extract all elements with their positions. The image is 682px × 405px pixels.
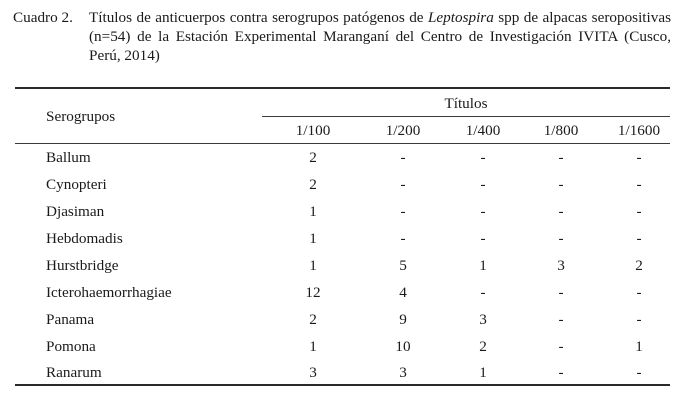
titer-count: 1 bbox=[309, 230, 317, 247]
titer-count: - bbox=[480, 230, 486, 247]
titer-count: 3 bbox=[557, 257, 565, 274]
titer-count: - bbox=[480, 284, 486, 301]
titer-count: 4 bbox=[399, 284, 407, 301]
titer-count: - bbox=[636, 311, 642, 328]
column-header: 1/1600 bbox=[617, 122, 661, 139]
titer-count: - bbox=[400, 230, 406, 247]
titer-count: - bbox=[400, 203, 406, 220]
titer-count: 2 bbox=[635, 257, 643, 274]
caption-text bbox=[89, 8, 671, 65]
titer-count: - bbox=[558, 338, 564, 355]
titer-count: - bbox=[558, 176, 564, 193]
titer-count: 3 bbox=[309, 364, 317, 381]
column-header: 1/100 bbox=[295, 122, 331, 139]
titer-count: 5 bbox=[399, 257, 407, 274]
serogroup-name: Hebdomadis bbox=[46, 230, 123, 247]
caption-text-start: Títulos de anticuerpos contra serogrupos patógenos de bbox=[89, 9, 428, 26]
titer-count: - bbox=[558, 203, 564, 220]
titer-count: 1 bbox=[309, 338, 317, 355]
serogroup-name: Cynopteri bbox=[46, 176, 107, 193]
table-top-rule bbox=[15, 87, 670, 89]
titer-count: - bbox=[400, 149, 406, 166]
titer-count: - bbox=[558, 364, 564, 381]
titer-count: 3 bbox=[479, 311, 487, 328]
titer-count: 3 bbox=[399, 364, 407, 381]
titer-count: - bbox=[558, 149, 564, 166]
titer-count: - bbox=[480, 176, 486, 193]
titer-count: 1 bbox=[309, 257, 317, 274]
serogroup-name: Hurstbridge bbox=[46, 257, 119, 274]
titer-count: - bbox=[400, 176, 406, 193]
titer-count: 1 bbox=[635, 338, 643, 355]
caption-genus: Leptospira bbox=[427, 9, 494, 26]
column-header: 1/400 bbox=[465, 122, 501, 139]
titer-count: - bbox=[558, 230, 564, 247]
titer-count: - bbox=[558, 284, 564, 301]
row-header-serogroups: Serogrupos bbox=[46, 108, 116, 125]
titer-count: 10 bbox=[395, 338, 411, 355]
titer-count: 1 bbox=[479, 364, 487, 381]
header-bottom-rule bbox=[15, 143, 670, 144]
titer-count: - bbox=[636, 364, 642, 381]
titles-underline-rule bbox=[262, 116, 670, 117]
titer-count: 2 bbox=[309, 149, 317, 166]
titer-count: 9 bbox=[399, 311, 407, 328]
caption-label: Cuadro 2. bbox=[13, 9, 73, 26]
titer-count: 1 bbox=[479, 257, 487, 274]
titer-count: 1 bbox=[309, 203, 317, 220]
serogroup-name: Pomona bbox=[46, 338, 96, 355]
column-header: 1/800 bbox=[543, 122, 579, 139]
titer-count: - bbox=[636, 230, 642, 247]
titer-count: - bbox=[636, 176, 642, 193]
column-header: 1/200 bbox=[385, 122, 421, 139]
serogroup-name: Djasiman bbox=[46, 203, 105, 220]
table-bottom-rule bbox=[15, 384, 670, 386]
titer-count: 2 bbox=[309, 176, 317, 193]
group-header-titles: Títulos bbox=[444, 95, 488, 112]
titer-count: - bbox=[480, 149, 486, 166]
table-caption bbox=[13, 8, 671, 65]
titer-count: - bbox=[636, 149, 642, 166]
titer-count: 2 bbox=[479, 338, 487, 355]
serogroup-name: Ranarum bbox=[46, 364, 102, 381]
serogroup-name: Ballum bbox=[46, 149, 91, 166]
titer-count: - bbox=[480, 203, 486, 220]
titer-count: 12 bbox=[305, 284, 321, 301]
serogroup-name: Panama bbox=[46, 311, 95, 328]
serogroup-name: Icterohaemorrhagiae bbox=[46, 284, 172, 301]
titer-count: 2 bbox=[309, 311, 317, 328]
titer-count: - bbox=[558, 311, 564, 328]
titer-count: - bbox=[636, 284, 642, 301]
titer-count: - bbox=[636, 203, 642, 220]
caption-text-end: spp de alpacas seropositivas (n=54) de la Estación Experimental Maranganí del Centro de Investigación IVITA (Cusco, Perú, 2014) bbox=[89, 9, 671, 64]
